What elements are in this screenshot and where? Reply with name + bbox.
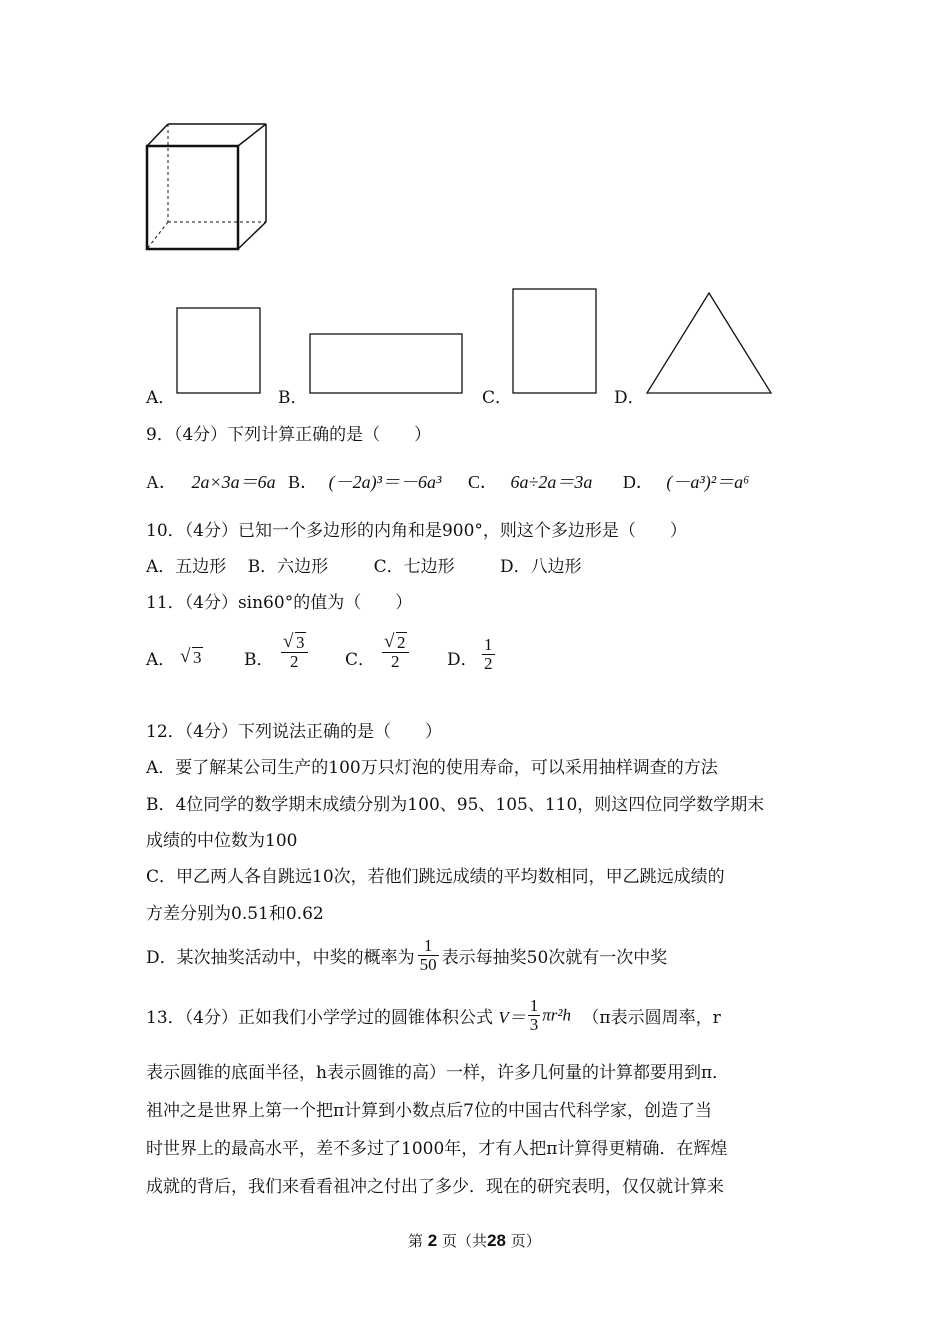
q13-formula-lhs: V＝	[498, 1007, 526, 1027]
q12-option-c-line2: 方差分别为0.51和0.62	[146, 904, 324, 924]
q12-option-b-line1: B．4位同学的数学期末成绩分别为100、95、105、110，则这四位同学数学期末	[146, 795, 765, 815]
q10-option-a: A．五边形	[146, 557, 227, 577]
q11-option-a-sqrt: √ 3	[180, 646, 202, 667]
page-footer	[408, 1230, 541, 1251]
figure-option-c-label: C．	[482, 388, 513, 408]
question-9-stem: 9．（4分）下列计算正确的是（ ）	[146, 425, 432, 445]
figure-option-a-label: A．	[146, 388, 176, 408]
q12-option-d-fraction: $\frac{1}{50}$	[419, 936, 437, 974]
q13-stem-pre: 13．（4分）正如我们小学学过的圆锥体积公式	[146, 1007, 493, 1028]
q9-option-c-expr: 6a÷2a＝3a	[510, 472, 593, 492]
footer-pre: 第	[408, 1232, 424, 1250]
q11-option-d-label: D．	[447, 650, 478, 670]
question-10-stem: 10．（4分）已知一个多边形的内角和是900°，则这个多边形是（ ）	[146, 521, 687, 541]
q11-option-a-label: A．	[146, 650, 176, 670]
q9-option-a-label: A．	[146, 472, 177, 492]
figure-option-d-label: D．	[614, 388, 645, 408]
q12-option-a: A．要了解某公司生产的100万只灯泡的使用寿命，可以采用抽样调查的方法	[146, 758, 718, 778]
footer-total-pages: 28	[487, 1231, 506, 1250]
q9-option-a-expr: 2a×3a＝6a	[191, 472, 276, 492]
question-11-stem: 11．（4分）sin60°的值为（ ）	[146, 593, 413, 613]
q13-line-3: 祖冲之是世界上第一个把π计算到小数点后7位的中国古代科学家，创造了当	[146, 1101, 712, 1121]
square-shape	[176, 307, 262, 395]
q9-option-b-label: B．	[288, 472, 319, 492]
footer-page-number: 2	[427, 1231, 438, 1250]
q10-option-d: D．八边形	[500, 557, 582, 577]
tall-rectangle-shape	[512, 288, 598, 395]
triangle-shape	[644, 290, 774, 396]
radical-sign: √	[283, 631, 294, 652]
q13-formula-rhs: πr²h	[542, 1005, 571, 1025]
footer-mid: 页（共	[442, 1232, 488, 1250]
q11-option-b-fraction: √ 3 2	[281, 634, 308, 671]
question-9-options	[146, 468, 749, 494]
q13-stem-post: （π表示圆周率，r	[582, 1007, 721, 1028]
question-13-stem	[146, 997, 721, 1034]
q9-option-d-expr: (－a³)²＝a⁶	[666, 472, 750, 492]
q11-option-d-fraction: $\frac{1}{2}$	[484, 635, 493, 673]
question-10-options	[146, 552, 582, 577]
q13-line-2: 表示圆锥的底面半径，h表示圆锥的高）一样，许多几何量的计算都要用到π．	[146, 1063, 730, 1083]
q12-option-d-pre: D．某次抽奖活动中，中奖的概率为	[146, 947, 415, 968]
q11-option-c-fraction: √ 2 2	[382, 634, 409, 671]
q10-option-b: B．六边形	[247, 557, 329, 577]
q11-option-b-label: B．	[244, 650, 274, 670]
q9-option-d-label: D．	[622, 472, 654, 492]
q13-line-4: 时世界上的最高水平，差不多过了1000年，才有人把π计算得更精确．在辉煌	[146, 1139, 728, 1159]
rectangle-shape	[309, 333, 464, 395]
q12-option-d-post: 表示每抽奖50次就有一次中奖	[441, 947, 668, 968]
q13-formula-fraction: $\frac{1}{3}$	[529, 996, 539, 1034]
cube-figure	[140, 118, 272, 256]
q9-option-c-label: C．	[467, 472, 498, 492]
radical-sign: √	[180, 646, 191, 667]
footer-post: 页）	[510, 1232, 541, 1250]
q9-option-b-expr: (－2a)³＝－6a³	[328, 472, 442, 492]
q12-option-d	[146, 937, 667, 974]
q10-option-c: C．七边形	[373, 557, 455, 577]
q13-line-5: 成就的背后，我们来看看祖冲之付出了多少．现在的研究表明，仅仅就计算来	[146, 1177, 724, 1197]
q12-option-c-line1: C．甲乙两人各自跳远10次，若他们跳远成绩的平均数相同，甲乙跳远成绩的	[146, 867, 725, 887]
q12-option-b-line2: 成绩的中位数为100	[146, 831, 298, 851]
q11-option-c-label: C．	[345, 650, 376, 670]
figure-option-b-label: B．	[278, 388, 308, 408]
radical-sign: √	[384, 631, 395, 652]
question-12-stem: 12．（4分）下列说法正确的是（ ）	[146, 722, 442, 742]
